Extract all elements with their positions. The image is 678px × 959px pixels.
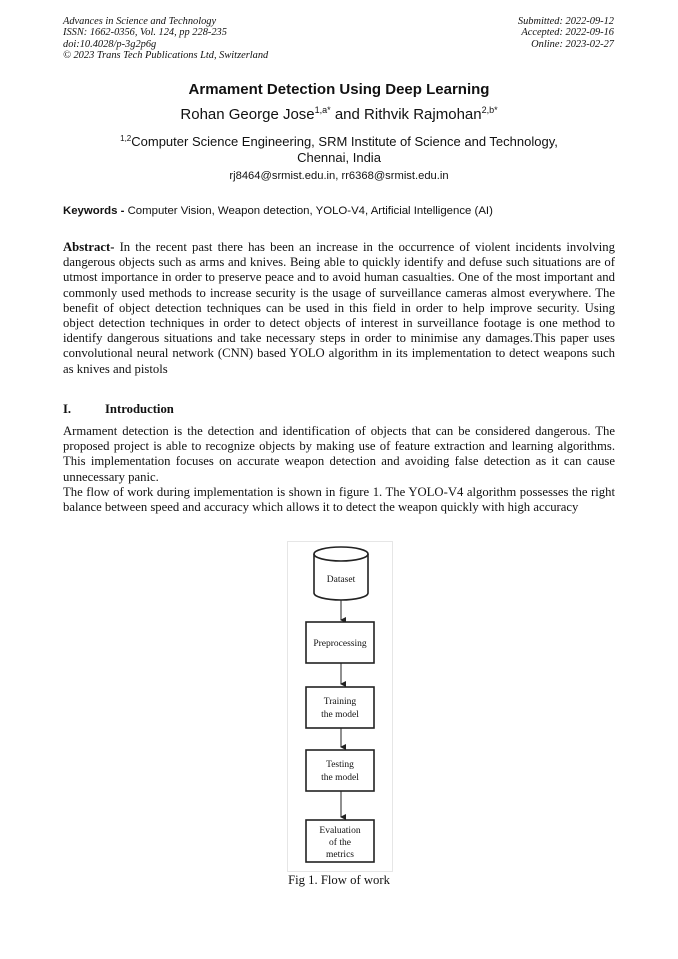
journal-issn: ISSN: 1662-0356, Vol. 124, pp 228-235 bbox=[63, 27, 227, 39]
section-heading bbox=[63, 402, 174, 417]
training-label-line-1: Training bbox=[323, 697, 357, 707]
author-2: Rithvik Rajmohan bbox=[364, 106, 482, 123]
flowchart-figure bbox=[287, 541, 393, 872]
abstract-label: Abstract- bbox=[63, 240, 115, 254]
dataset-label: Dataset bbox=[326, 575, 356, 585]
evaluation-label-line-1: Evaluation bbox=[319, 826, 361, 836]
journal-copyright: © 2023 Trans Tech Publications Ltd, Switzerland bbox=[63, 50, 269, 62]
keywords-label: Keywords - bbox=[63, 205, 125, 217]
testing-label-line-1: Testing bbox=[326, 760, 354, 770]
journal-name: Advances in Science and Technology bbox=[63, 16, 217, 27]
evaluation-label-line-2: of the bbox=[329, 838, 351, 848]
evaluation-box bbox=[306, 820, 374, 862]
section-number: I. bbox=[63, 402, 72, 416]
author-line bbox=[0, 105, 678, 123]
preprocessing-box bbox=[306, 622, 374, 663]
author-1-affiliation: 1,a* bbox=[314, 105, 331, 115]
dataset-cylinder bbox=[314, 547, 368, 600]
journal-header bbox=[63, 16, 268, 62]
journal-doi: doi:10.4028/p-3g2p6g bbox=[63, 38, 157, 50]
intro-paragraph-1: Armament detection is the detection and identification of objects that can be considered dangerous. The proposed project is able to recognize objects by making use of feature extraction and learning algorithms. This implementation focuses on accurate weapon detection and avoiding false detection as it can cause unnecessary panic. bbox=[63, 424, 615, 484]
section-title: Introduction bbox=[105, 402, 174, 416]
introduction-text bbox=[63, 424, 615, 515]
evaluation-label-line-3: metrics bbox=[326, 850, 354, 860]
preprocessing-label: Preprocessing bbox=[313, 639, 367, 649]
keywords bbox=[63, 205, 615, 217]
author-emails: rj8464@srmist.edu.in, rr6368@srmist.edu.in bbox=[229, 170, 449, 182]
affiliation-marker: 1,2 bbox=[120, 134, 132, 143]
online-date: Online: 2023-02-27 bbox=[531, 38, 614, 50]
abstract bbox=[63, 240, 615, 377]
testing-box bbox=[306, 750, 374, 791]
accepted-date: Accepted: 2022-09-16 bbox=[521, 27, 614, 39]
affiliation bbox=[90, 131, 588, 166]
figure-caption: Fig 1. Flow of work bbox=[288, 873, 390, 887]
keywords-text: Computer Vision, Weapon detection, YOLO-V4, Artificial Intelligence (AI) bbox=[124, 205, 493, 217]
training-label-line-2: the model bbox=[321, 710, 359, 720]
submitted-date: Submitted: 2022-09-12 bbox=[517, 16, 614, 27]
testing-label-line-2: the model bbox=[321, 773, 359, 783]
abstract-text: In the recent past there has been an increase in the occurrence of violent incidents involving dangerous objects such as arms and knives. Being able to quickly identify and defuse such situations are of utmost importance in order to preserve peace and to avoid human casualties. One of the most important and commonly used methods to increase security is the usage of surveillance cameras almost everywhere. The benefit of object detection techniques can be used in this field in order to help improve security. Using object detection techniques in order to detect objects of interest in surveillance footage is one method to identify dangerous situations and take necessary steps in order to minimise any damages.This paper uses convolutional neural network (CNN) based YOLO algorithm in its implementation to detect weapons such as knives and pistols bbox=[63, 240, 615, 376]
author-connector: and bbox=[330, 106, 365, 123]
paper-title: Armament Detection Using Deep Learning bbox=[188, 81, 490, 98]
training-box bbox=[306, 687, 374, 728]
author-1: Rohan George Jose bbox=[180, 106, 315, 123]
affiliation-line-2: Chennai, India bbox=[297, 150, 381, 165]
affiliation-line-1: Computer Science Engineering, SRM Institute of Science and Technology, bbox=[131, 134, 558, 149]
intro-paragraph-2: The flow of work during implementation is shown in figure 1. The YOLO-V4 algorithm possesses the right balance between speed and accuracy which allows it to detect the weapon quickly with high accuracy bbox=[63, 484, 615, 515]
author-2-affiliation: 2,b* bbox=[481, 105, 498, 115]
dates-header bbox=[518, 16, 614, 50]
